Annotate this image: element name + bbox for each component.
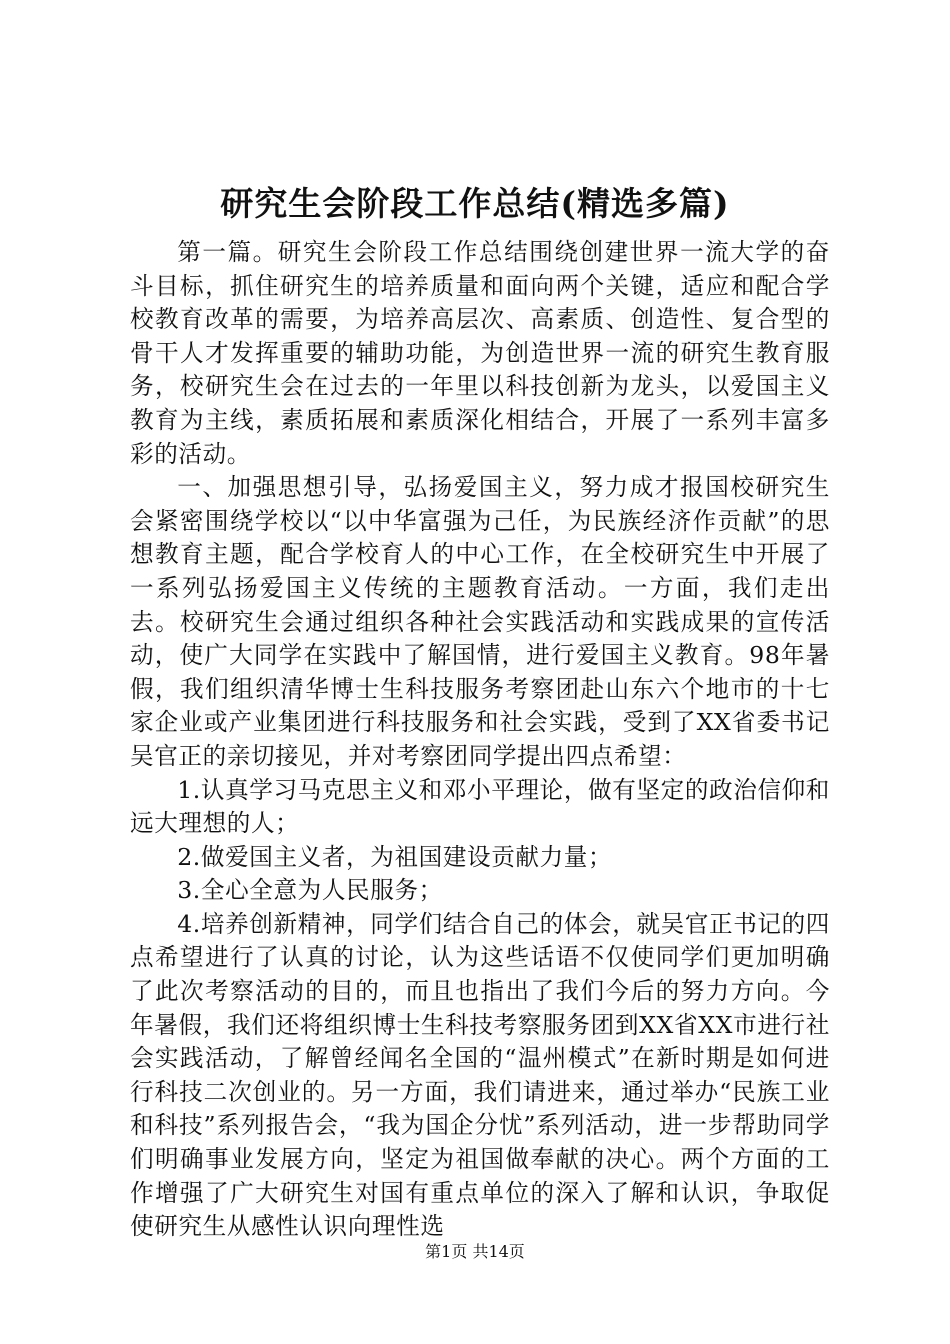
list-item-4: 4.培养创新精神，同学们结合自己的体会，就吴官正书记的四点希望进行了认真的讨论，认为这些话语不仅使同学们更加明确了此次考察活动的目的，而且也指出了我们今后的努力方向。今年暑假，我们还将组织博士生科技考察服务团到XX省XX市进行社会实践活动，了解曾经闻名全国的“温州模式”在新时期是如何进行科技二次创业的。另一方面，我们请进来，通过举办“民族工业和科技”系列报告会，“我为国企分忧”系列活动，进一步帮助同学们明确事业发展方向，坚定为祖国做奉献的决心。两个方面的工作增强了广大研究生对国有重点单位的深入了解和认识，争取促使研究生从感性认识向理性选 (130, 909, 830, 1241)
document-title: 研究生会阶段工作总结(精选多篇) (220, 184, 730, 223)
document-body (130, 236, 830, 1244)
paragraph-intro: 第一篇。研究生会阶段工作总结围绕创建世界一流大学的奋斗目标，抓住研究生的培养质量和面向两个关键，适应和配合学校教育改革的需要，为培养高层次、高素质、创造性、复合型的骨干人才发挥重要的辅助功能，为创造世界一流的研究生教育服务，校研究生会在过去的一年里以科技创新为龙头，以爱国主义教育为主线，素质拓展和素质深化相结合，开展了一系列丰富多彩的活动。 (130, 238, 830, 468)
list-item-1: 1.认真学习马克思主义和邓小平理论，做有坚定的政治信仰和远大理想的人； (130, 775, 830, 838)
list-item-3: 3.全心全意为人民服务； (177, 876, 443, 905)
list-item-2: 2.做爱国主义者，为祖国建设贡献力量； (177, 842, 613, 871)
page-footer: 第1页 共14页 (425, 1242, 525, 1261)
paragraph-section-one: 一、加强思想引导，弘扬爱国主义，努力成才报国校研究生会紧密围绕学校以“以中华富强为己任，为民族经济作贡献”的思想教育主题，配合学校育人的中心工作，在全校研究生中开展了一系列弘扬爱国主义传统的主题教育活动。一方面，我们走出去。校研究生会通过组织各种社会实践活动和实践成果的宣传活动，使广大同学在实践中了解国情，进行爱国主义教育。98年暑假，我们组织清华博士生科技服务考察团赴山东六个地市的十七家企业或产业集团进行科技服务和社会实践，受到了XX省委书记吴官正的亲切接见，并对考察团同学提出四点希望： (130, 473, 830, 770)
